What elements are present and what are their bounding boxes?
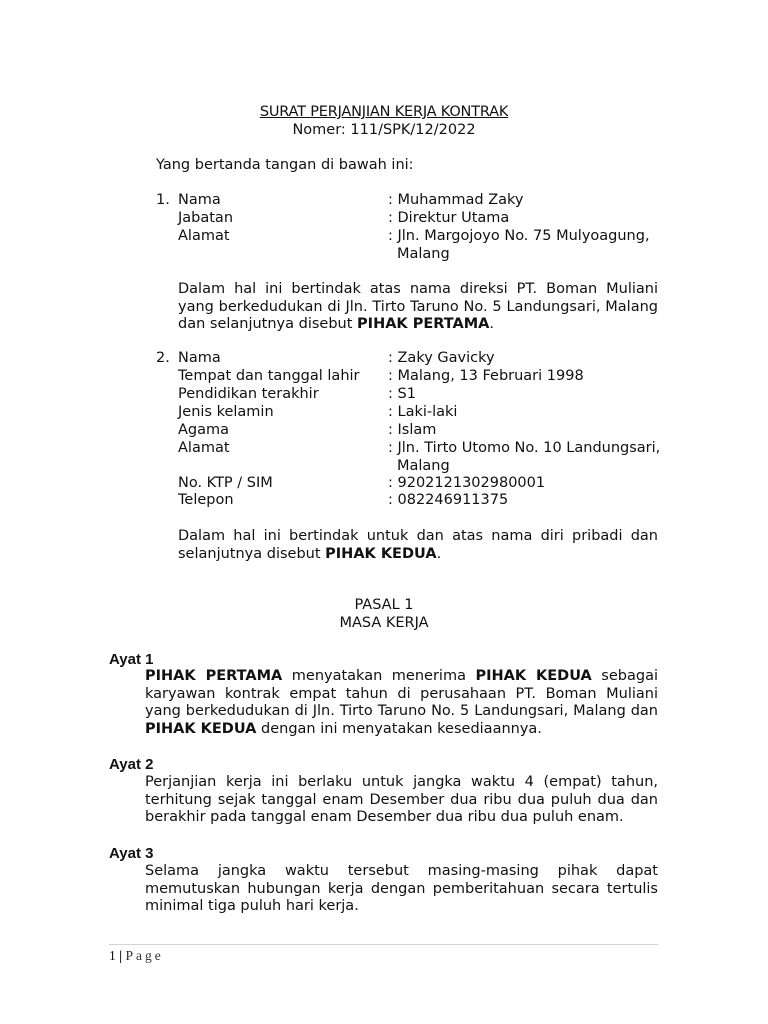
party-2-value: : Laki-laki	[388, 404, 458, 420]
party-1-number: 1.	[156, 192, 170, 208]
party-2-value: : Zaky Gavicky	[388, 350, 495, 366]
party-1-value: Malang	[397, 246, 450, 262]
ayat-1-span: menyatakan menerima	[282, 668, 476, 684]
party-2-description	[178, 528, 658, 563]
party-2-value: : Islam	[388, 422, 437, 438]
pasal-number: PASAL 1	[354, 597, 414, 613]
pasal-name: MASA KERJA	[339, 615, 429, 631]
party-2-label: Nama	[178, 350, 221, 366]
party-2-label: Alamat	[178, 440, 230, 456]
party-1-desc-end: .	[489, 316, 495, 333]
intro-text: Yang bertanda tangan di bawah ini:	[156, 157, 414, 173]
footer-separator: |	[119, 948, 123, 963]
party-1-desc-text: Dalam hal ini bertindak atas nama direksi PT. Boman Muliani yang berkedudukan di Jln. Tirto Taruno No. 5 Landungsari, Malang dan selanjutnya disebut	[178, 281, 658, 333]
party-2-desc-bold: PIHAK KEDUA	[325, 545, 437, 562]
party-1-label: Nama	[178, 192, 221, 208]
page-label: Page	[125, 948, 164, 963]
ayat-1-span: dengan ini menyatakan kesediaannya.	[256, 720, 542, 737]
party-2-label: Telepon	[178, 492, 234, 508]
ayat-3-text: Selama jangka waktu tersebut masing-masing pihak dapat memutuskan hubungan kerja dengan pemberitahuan secara tertulis minimal tiga puluh hari kerja.	[145, 863, 658, 915]
party-1-value: : Jln. Margojoyo No. 75 Mulyoagung,	[388, 228, 650, 244]
party-2-label: Tempat dan tanggal lahir	[178, 368, 360, 384]
party-1-label: Jabatan	[178, 210, 234, 226]
document-title: SURAT PERJANJIAN KERJA KONTRAK	[259, 104, 509, 120]
ayat-1-span: sebagai karyawan kontrak empat tahun di perusahaan PT. Boman Muliani yang berkedudukan di Jln. Tirto Taruno No. 5 Landungsari, Malang dan	[145, 668, 658, 720]
ayat-1-bold: PIHAK KEDUA	[145, 720, 257, 737]
party-2-value: : Malang, 13 Februari 1998	[388, 368, 584, 384]
party-2-value: : 082246911375	[388, 492, 509, 508]
ayat-2-text: Perjanjian kerja ini berlaku untuk jangka waktu 4 (empat) tahun, terhitung sejak tanggal enam Desember dua ribu dua puluh dua dan berakhir pada tanggal enam Desember dua ribu dua puluh enam.	[145, 774, 658, 826]
party-2-label: Pendidikan terakhir	[178, 386, 319, 402]
party-2-value: : Jln. Tirto Utomo No. 10 Landungsari,	[388, 440, 661, 456]
footer-divider	[109, 944, 658, 945]
party-2-desc-end: .	[436, 545, 442, 562]
ayat-3-heading: Ayat 3	[109, 845, 154, 862]
party-1-description	[178, 281, 658, 334]
party-2-value: : S1	[388, 386, 416, 402]
page-footer	[109, 948, 164, 964]
party-2-value: : 9202121302980001	[388, 475, 546, 491]
party-2-desc-text: Dalam hal ini bertindak untuk dan atas nama diri pribadi dan selanjutnya disebut	[178, 528, 658, 562]
party-2-label: Agama	[178, 422, 230, 438]
ayat-1-text	[145, 668, 658, 738]
party-1-label: Alamat	[178, 228, 230, 244]
ayat-2-heading: Ayat 2	[109, 756, 154, 773]
party-2-label: Jenis kelamin	[178, 404, 274, 420]
ayat-1-bold: PIHAK PERTAMA	[145, 668, 283, 684]
party-2-value: Malang	[397, 458, 450, 474]
party-1-value: : Direktur Utama	[388, 210, 510, 226]
page-number: 1	[109, 948, 116, 963]
party-1-desc-bold: PIHAK PERTAMA	[357, 316, 490, 333]
document-number: Nomer: 111/SPK/12/2022	[292, 122, 476, 138]
ayat-1-bold: PIHAK KEDUA	[475, 668, 592, 684]
party-1-value: : Muhammad Zaky	[388, 192, 524, 208]
ayat-1-heading: Ayat 1	[109, 651, 154, 668]
party-2-label: No. KTP / SIM	[178, 475, 273, 491]
party-2-number: 2.	[156, 350, 170, 366]
